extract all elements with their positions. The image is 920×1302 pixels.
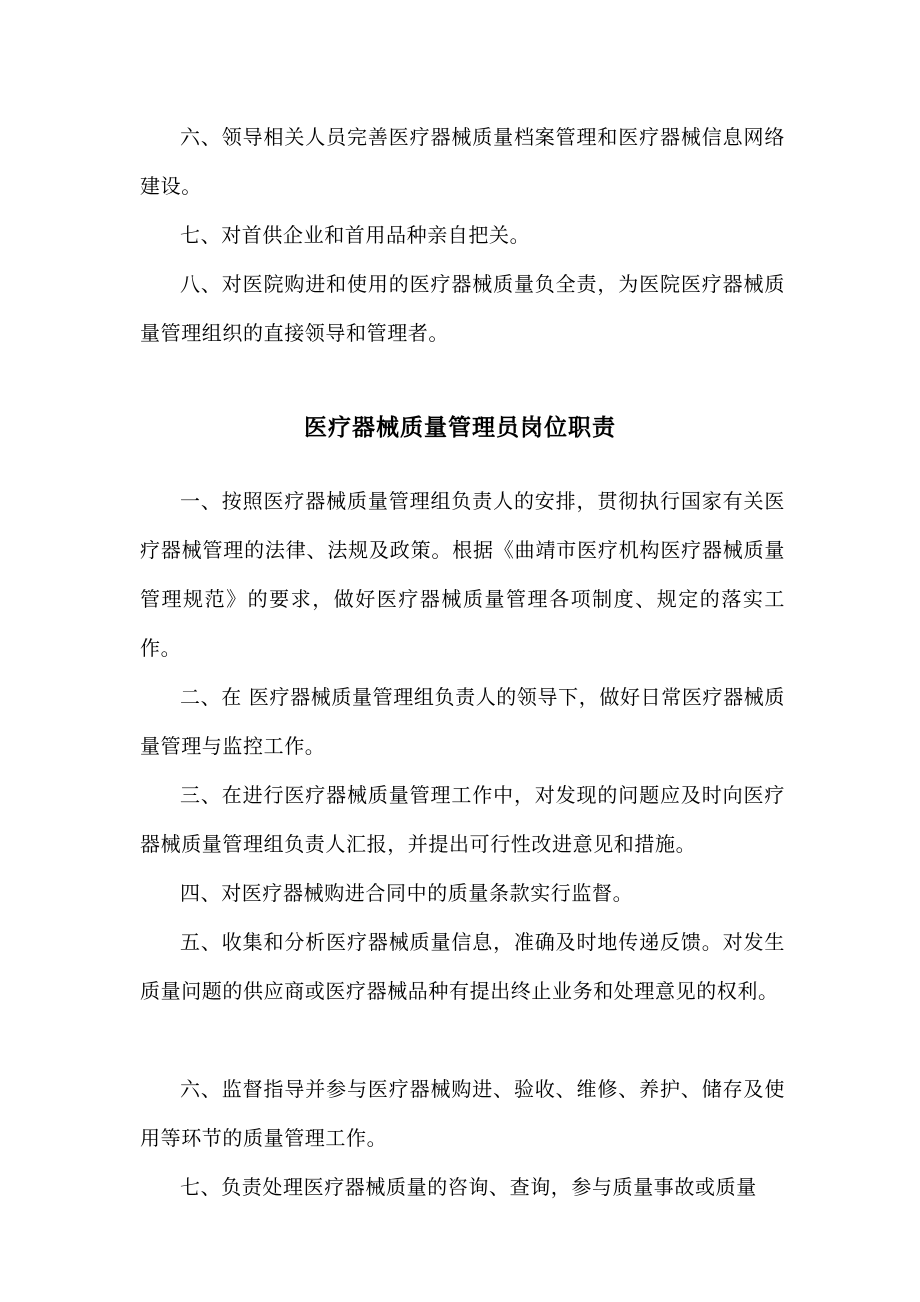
duty-item-4: 四、对医疗器械购进合同中的质量条款实行监督。	[180, 881, 634, 905]
duty-item-7: 七、负责处理医疗器械质量的咨询、查询，参与质量事故或质量	[180, 1175, 757, 1199]
section-title: 医疗器械质量管理员岗位职责	[304, 414, 616, 441]
duty-item-7-upper: 七、对首供企业和首用品种亲自把关。	[180, 223, 531, 247]
duty-item-1: 一、按照医疗器械质量管理组负责人的安排，贯彻执行国家有关医疗器械管理的法律、法规及政策。根据《曲靖市医疗机构医疗器械质量管理规范》的要求，做好医疗器械质量管理各项制度、规定的落实工作。	[140, 489, 785, 660]
duty-item-2: 二、在 医疗器械质量管理组负责人的领导下，做好日常医疗器械质量管理与监控工作。	[140, 685, 785, 758]
duty-item-8-upper: 八、对医院购进和使用的医疗器械质量负全责，为医院医疗器械质量管理组织的直接领导和管理者。	[140, 272, 785, 345]
duty-item-5: 五、收集和分析医疗器械质量信息，准确及时地传递反馈。对发生质量问题的供应商或医疗器械品种有提出终止业务和处理意见的权利。	[140, 930, 785, 1003]
duty-item-3: 三、在进行医疗器械质量管理工作中，对发现的问题应及时向医疗器械质量管理组负责人汇报，并提出可行性改进意见和措施。	[140, 783, 785, 856]
duty-item-6-upper: 六、领导相关人员完善医疗器械质量档案管理和医疗器械信息网络建设。	[140, 125, 785, 198]
duty-item-6: 六、监督指导并参与医疗器械购进、验收、维修、养护、储存及使用等环节的质量管理工作。	[140, 1077, 785, 1150]
